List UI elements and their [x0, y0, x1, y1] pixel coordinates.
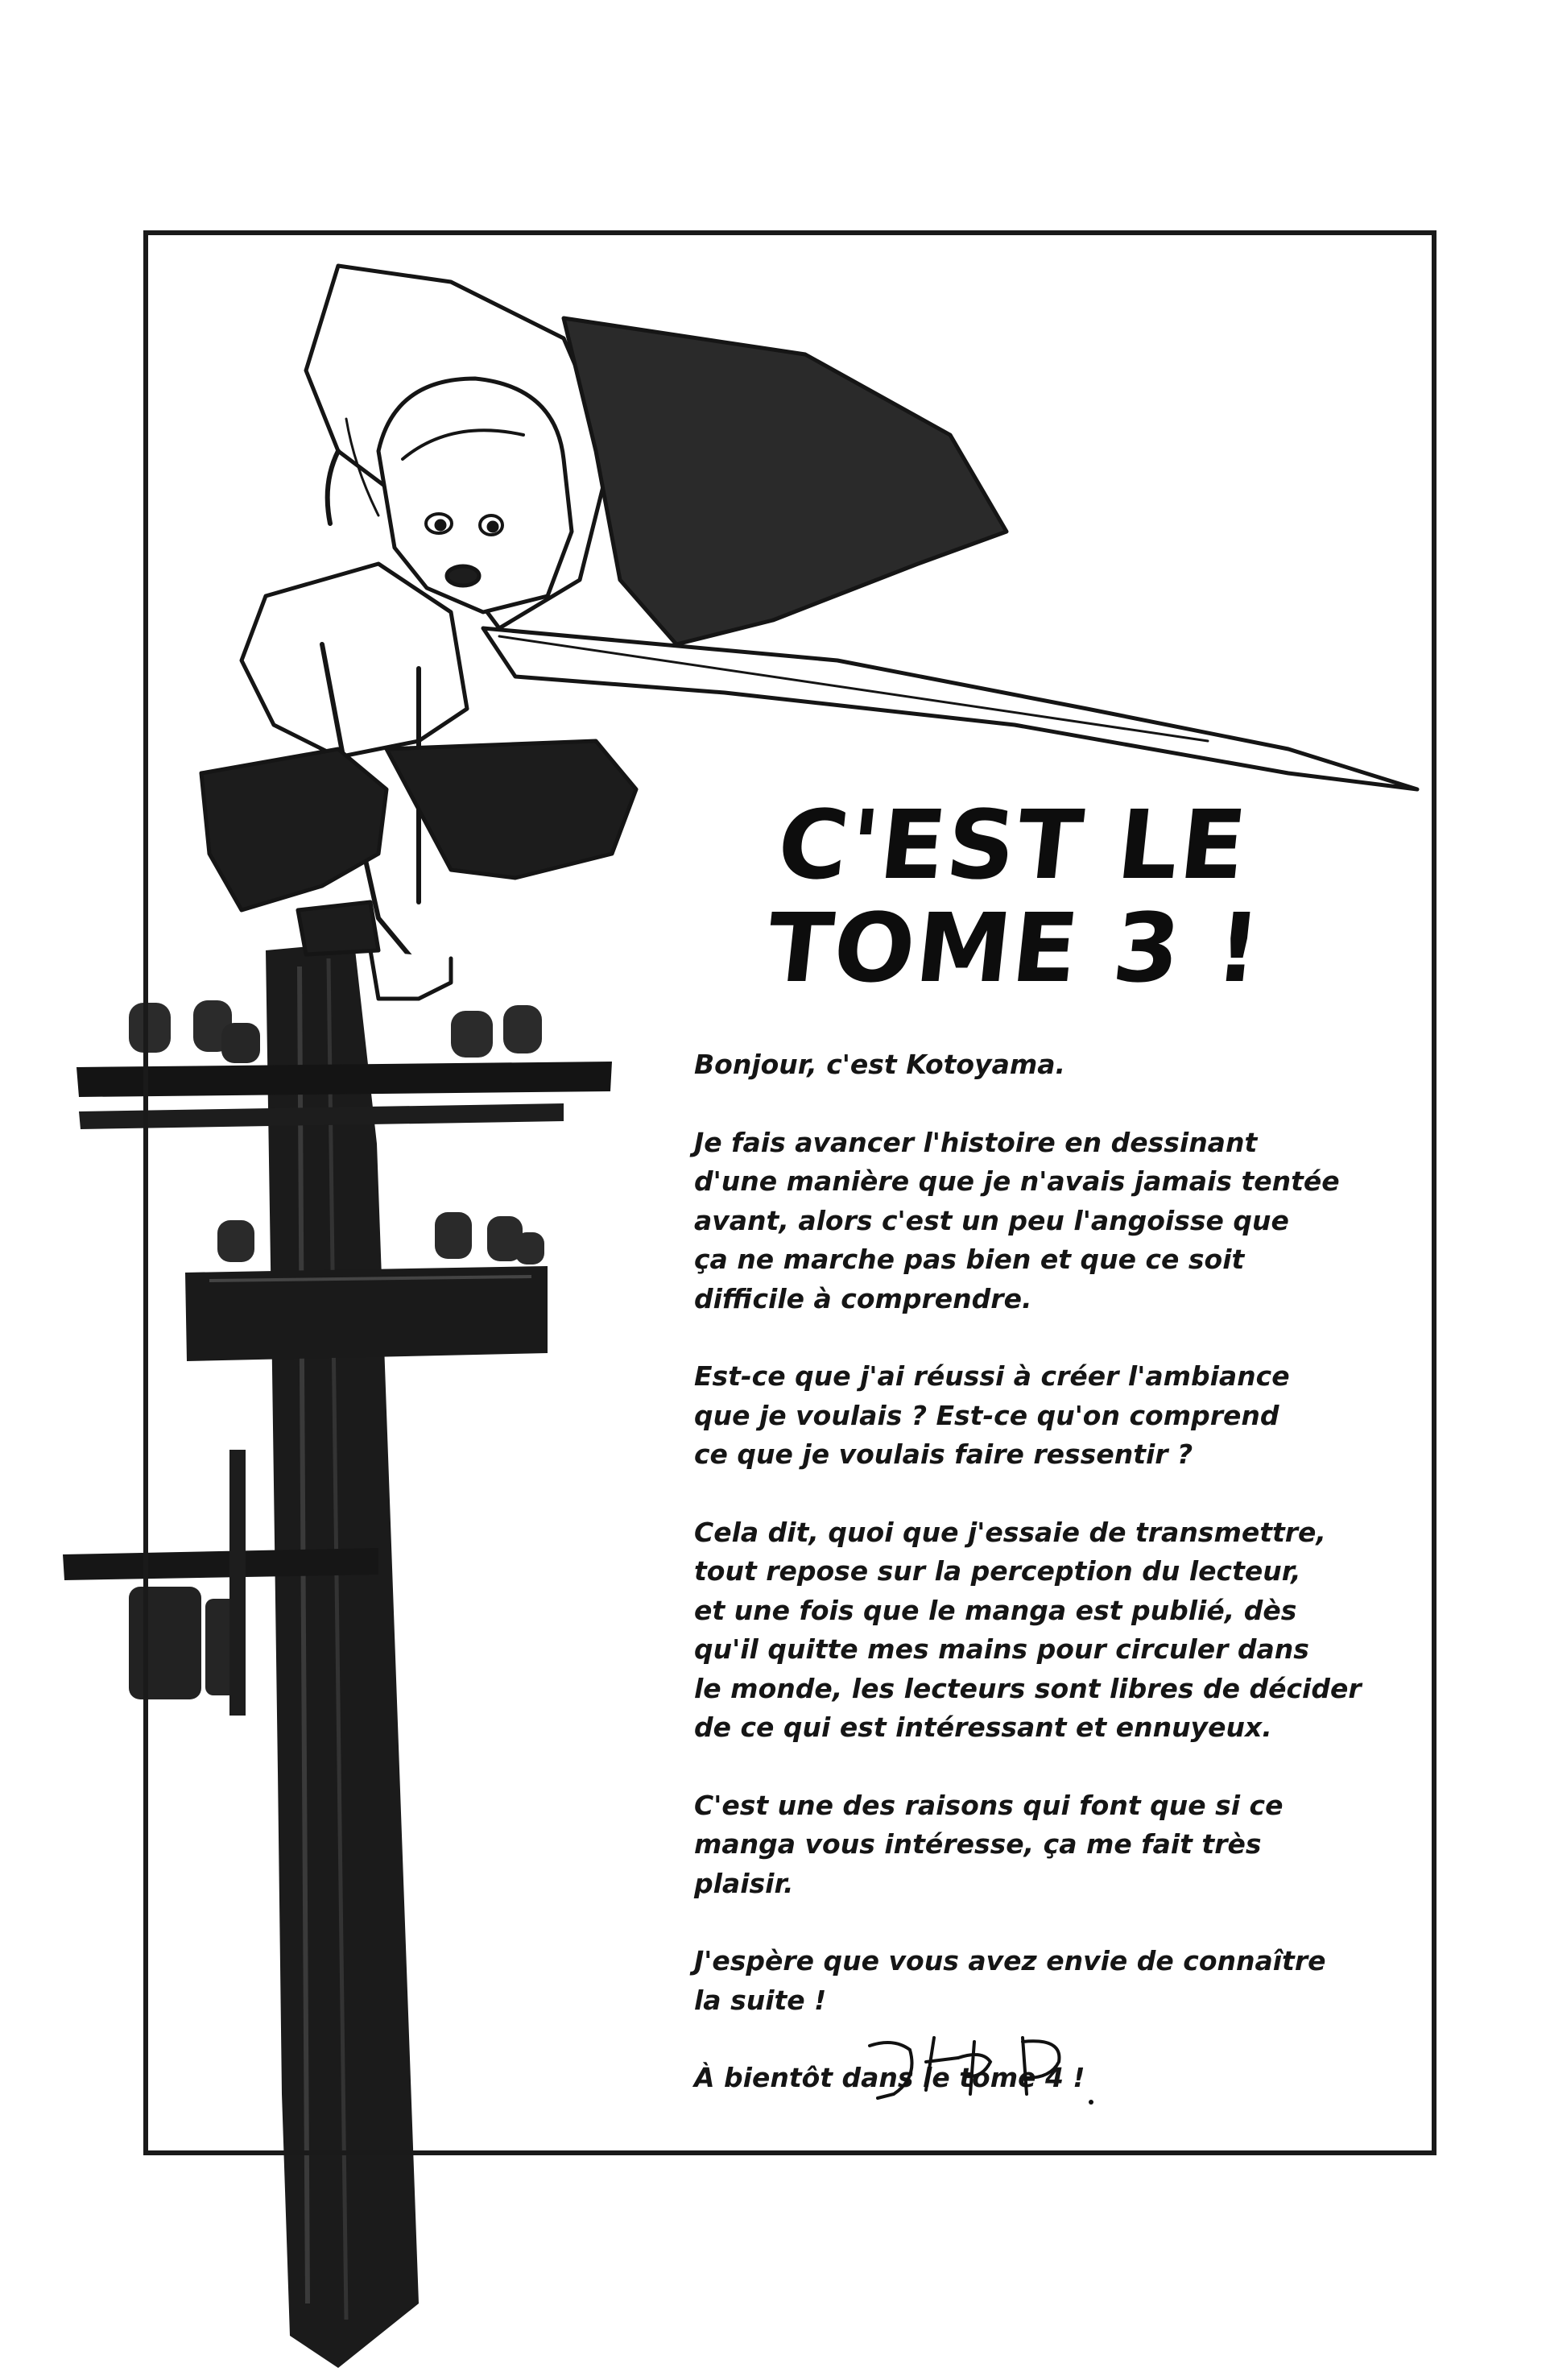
- letter-line: difficile à comprendre.: [694, 1282, 1032, 1314]
- letter-line: Bonjour, c'est Kotoyama.: [694, 1049, 1066, 1080]
- letter-line: et une fois que le manga est publié, dès: [694, 1594, 1297, 1626]
- letter-line: que je voulais ? Est-ce qu'on comprend: [694, 1399, 1279, 1431]
- letter-paragraph: [694, 1124, 1387, 1319]
- letter-line: Je fais avancer l'histoire en dessinant: [694, 1126, 1258, 1158]
- page-title: [762, 789, 1267, 1004]
- letter-line: ce que je voulais faire ressentir ?: [694, 1438, 1193, 1470]
- author-signature: [862, 2014, 1119, 2110]
- letter-line: À bientôt dans le tome 4 !: [694, 2062, 1085, 2093]
- letter-line: Cela dit, quoi que j'essaie de transmettre,: [694, 1516, 1326, 1548]
- letter-line: C'est une des raisons qui font que si ce: [694, 1789, 1284, 1821]
- letter-line: Est-ce que j'ai réussi à créer l'ambiance: [694, 1360, 1290, 1392]
- letter-line: le monde, les lecteurs sont libres de décider: [694, 1672, 1362, 1704]
- letter-paragraph: [694, 1786, 1387, 1904]
- letter-line: qu'il quitte mes mains pour circuler dans: [694, 1633, 1309, 1665]
- letter-paragraph: [694, 1942, 1387, 2020]
- author-letter: [694, 1045, 1387, 2137]
- title-line-2: TOME 3 !: [762, 892, 1267, 1004]
- letter-line: plaisir.: [694, 1867, 794, 1899]
- letter-paragraph: [694, 1045, 1387, 1085]
- letter-line: d'une manière que je n'avais jamais tentée: [694, 1165, 1340, 1197]
- letter-line: tout repose sur la perception du lecteur,: [694, 1555, 1301, 1587]
- letter-paragraph: [694, 1513, 1387, 1748]
- letter-line: J'espère que vous avez envie de connaître: [694, 1945, 1326, 1976]
- title-line-1: C'EST LE: [772, 789, 1253, 900]
- letter-line: de ce qui est intéressant et ennuyeux.: [694, 1712, 1272, 1743]
- letter-line: avant, alors c'est un peu l'angoisse que: [694, 1204, 1289, 1236]
- letter-line: manga vous intéresse, ça me fait très: [694, 1828, 1262, 1860]
- letter-line: ça ne marche pas bien et que ce soit: [694, 1244, 1245, 1275]
- letter-paragraph: [694, 1357, 1387, 1475]
- letter-line: la suite !: [694, 1984, 827, 2016]
